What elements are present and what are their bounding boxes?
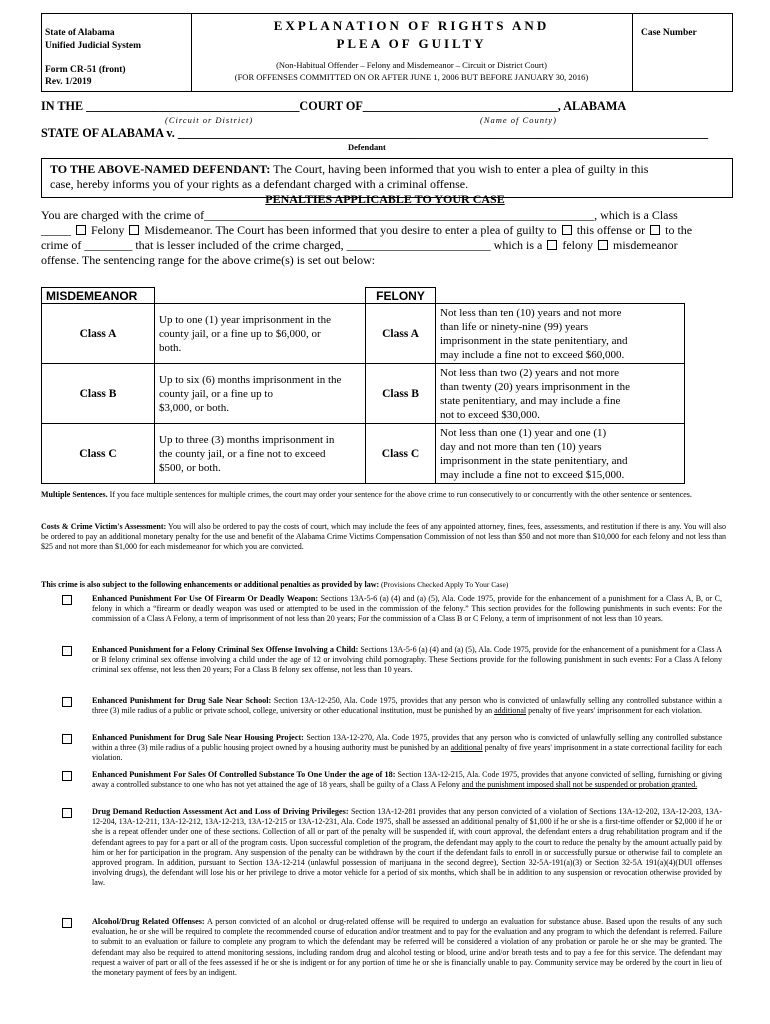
defendant-label: Defendant [348, 142, 386, 152]
enhancement-drug-demand [92, 807, 722, 889]
lesser-misdemeanor-label: misdemeanor [613, 238, 678, 252]
felony-checkbox[interactable] [76, 225, 86, 235]
case-number-cell[interactable] [632, 14, 733, 91]
state-versus-line[interactable]: STATE OF ALABAMA v. _______________________________________________________________________________________ [41, 126, 709, 140]
enhancement-text: A person convicted of an alcohol or drug-related offense will be required to undergo an evaluation for substance abuse. Based upon the results of any such evaluation, he or she will be required to complete the recommended course of education and/or treatment and to pay for the evaluation and any program to which the defendant is referred. Failure to submit to an evaluation or failure to complete any program to which the defendant may be referred will be considered a violation of any probation or parole he or she may be granted. The defendant may also be required to attend monitoring sessions, including random drug and alcohol testing or blood, urine and/or breath tests and to pay a fee for this service. The defendant may request a waiver of part or all of the fees assessed if he or she is indigent or for any portion of time he or she is financially unable to pay. Community service may be ordered by the court in lieu of the monetary payment of fees by an indigent. [92, 917, 722, 978]
enhancement-underlined: additional [494, 706, 527, 716]
multiple-sentences-paragraph [41, 490, 726, 500]
felony-class-c: Class C [366, 424, 436, 484]
notice-lead: TO THE ABOVE-NAMED DEFENDANT: [50, 162, 271, 176]
enhancement-sex-offense [92, 645, 722, 676]
multiple-sentences-text: If you face multiple sentences for multiple crimes, the court may order your sentence for the above crime to run consecutively to or concurrently with the other sentence or sentences. [107, 490, 692, 499]
header-left-cell [42, 14, 192, 91]
enhancement-minor [92, 770, 722, 790]
lesser-crime-blank[interactable]: crime of ________ [41, 238, 136, 252]
costs-text: You will also be ordered to pay the costs of court, which may include the fees of any appointed attorney, fines, fees, assessments, and restitution if there is any. You will also be ordered to pay an additional monetary penalty for the use and benefit of the Alabama Crime Victims Compensation Commission of not less than $50 and not more than $10,000 for each felony and not less than $25 and not more than $1,000 for each misdemeanor for which you are convicted. [41, 522, 726, 552]
lesser-crime-text: that is lesser included of the crime charged, ________________________ which is a [135, 238, 543, 252]
enhancement-title: Enhanced Punishment for Drug Sale Near School: [92, 696, 272, 705]
notice-text-1: The Court, having been informed that you wish to enter a plea of guilty in this [270, 162, 649, 176]
form-title-line1: EXPLANATION OF RIGHTS AND [273, 18, 550, 33]
felony-class-a: Class A [366, 304, 436, 364]
misdemeanor-label: Misdemeanor. The Court has been informed that you desire to enter a plea of guilty to [144, 223, 557, 237]
enhancement-checkbox-alcohol-drug[interactable] [62, 918, 72, 928]
notice-line1 [50, 162, 648, 177]
enhancement-checkbox-drug-demand[interactable] [62, 808, 72, 818]
header-title-cell [192, 14, 631, 91]
county-hint: (Name of County) [480, 115, 557, 125]
court-line[interactable]: IN THE ___________________________________COURT OF________________________________, ALABAMA [41, 99, 627, 113]
enhancement-text: Section 13A-12-270, Ala. Code 1975, provides that any person who is convicted of unlawfully selling any controlled substance within a three (3) mile radius of a public housing project owned by a housing authority must be punished by an [92, 733, 722, 753]
enhancement-checkbox-minor[interactable] [62, 771, 72, 781]
class-line [41, 223, 692, 238]
misdemeanor-checkbox[interactable] [129, 225, 139, 235]
form-header [41, 13, 733, 92]
to-the-label: to the [665, 223, 693, 237]
costs-lead: Costs & Crime Victim's Assessment: [41, 522, 167, 531]
enhancements-intro-note: (Provisions Checked Apply To Your Case) [379, 580, 509, 589]
sentencing-range-line: offense. The sentencing range for the above crime(s) is set out below: [41, 253, 376, 267]
this-offense-checkbox[interactable] [562, 225, 572, 235]
enhancement-text: Sections 13A-5-6 (a) (4) and (a) (5), Ala. Code 1975, provide for the enhancement of a punishment for a Class A, B, or C, felony in which a “firearm or deadly weapon was used or attempted to be used in the commission of the felony.” This section provides for the following punishments in such events: For the commission of a Class A Felony, a term of imprisonment of not less than 20 years; For the commission of a Class B or C Felony, a term of imprisonment of not less than 10 years. [92, 594, 722, 624]
enhancement-title: Enhanced Punishment for Drug Sale Near Housing Project: [92, 733, 304, 742]
enhancement-text: Section 13A-12-215, Ala. Code 1975, provides that anyone convicted of selling, furnishing or giving away a controlled substance to one who has not yet attained the age of 18 years, shall be guilty of a Class A Felony [92, 770, 722, 790]
form-number: Form CR-51 (front) [45, 65, 126, 75]
form-subtitle-line2: (FOR OFFENSES COMMITTED ON OR AFTER JUNE 1, 2006 BUT BEFORE JANUARY 30, 2016) [234, 72, 589, 82]
enhancement-title: Enhanced Punishment For Sales Of Controlled Substance To One Under the age of 18: [92, 770, 396, 779]
enhancement-text: Section 13A-12-281 provides that any person convicted of a violation of Sections 13A-12-202, 13A-12-203, 13A-12-204, 13A-12-211, 13A-12-212, 13A-12-213, 13A-12-215 or 13A-12-231, Ala. Code 1975, shall be assessed an additional penalty of $1,000 if he or she is a first-time offender or $2,000 if he or she is a repeat offender under one of these sections. Collection of all or part of the penalty will be suspended if, with court approval, the defendant enters a drug rehabilitation program and if the defendant agrees to pay for a part or all of the program costs. Upon successful completion of the program, the defendant may apply to the court to reduce the penalty by the amount actually paid by him or her for participation in the program. Any suspension of the penalty can be withdrawn by the court if the defendant fails to enroll in or successfully pursue or otherwise fail to complete an approved program. In addition, pursuant to Section 13A-12-214 (unlawful possession of marijuana in the second degree), Section 32-5A-191(a)(3) or Section 32-5A 191(a)(4)(DUI offenses involving drugs), the defendant will lose his or her privilege to drive a motor vehicle for a period of six months, which shall be in addition to any suspension or revocation otherwise provided by law. [92, 807, 722, 888]
felony-header: FELONY [366, 288, 436, 304]
enhancement-title: Alcohol/Drug Related Offenses: [92, 917, 205, 926]
class-blank[interactable]: _____ [41, 223, 74, 237]
enhancement-school [92, 696, 722, 716]
enhancement-checkbox-school[interactable] [62, 697, 72, 707]
enhancement-checkbox-sex-offense[interactable] [62, 646, 72, 656]
felony-class-b-penalty: Not less than two (2) years and not more than twenty (20) years imprisonment in the state penitentiary, and may include a fine not to exceed $30,000. [436, 364, 685, 424]
misd-class-a-penalty: Up to one (1) year imprisonment in the county jail, or a fine up to $6,000, or both. [155, 304, 366, 364]
table-row [42, 304, 685, 364]
circuit-district-hint: (Circuit or District) [165, 115, 254, 125]
lesser-crime-line [41, 238, 678, 253]
lesser-misdemeanor-checkbox[interactable] [598, 240, 608, 250]
misd-class-c-penalty: Up to three (3) months imprisonment in the county jail, or a fine not to exceed $500, or both. [155, 424, 366, 484]
court-system-name-2: Unified Judicial System [45, 41, 142, 51]
enhancement-alcohol-drug [92, 917, 722, 978]
enhancement-text: Section 13A-12-250, Ala. Code 1975, provides that any person who is convicted of unlawfully selling any controlled substance within a three (3) mile radius of a public or private school, college, university or other educational institution, must be punished by an [92, 696, 722, 716]
enhancement-text-after: penalty of five years' imprisonment in a state correctional facility for each violation. [92, 743, 723, 763]
court-system-name-1: State of Alabama [45, 28, 115, 38]
form-title-line2: PLEA OF GUILTY [336, 36, 487, 51]
felony-class-b: Class B [366, 364, 436, 424]
misd-class-b-penalty: Up to six (6) months imprisonment in the county jail, or a fine up to $3,000, or both. [155, 364, 366, 424]
enhancements-intro-text: This crime is also subject to the following enhancements or additional penalties as provided by law: [41, 580, 380, 589]
enhancement-underlined: and the punishment imposed shall not be suspended or probation granted. [461, 780, 698, 790]
notice-line2: case, hereby informs you of your rights as a defendant charged with a criminal offense. [50, 177, 469, 191]
charged-crime-line[interactable]: You are charged with the crime of_________________________________________________________________, which is a Class [41, 208, 678, 222]
table-row [42, 424, 685, 484]
enhancement-title: Drug Demand Reduction Assessment Act and Loss of Driving Privileges: [92, 807, 349, 816]
felony-class-c-penalty: Not less than one (1) year and one (1) day and not more than ten (10) years imprisonment in the state penitentiary, and may include a fine not to exceed $15,000. [436, 424, 685, 484]
enhancement-firearm [92, 594, 722, 625]
misd-class-c: Class C [42, 424, 155, 484]
enhancement-housing [92, 733, 722, 764]
enhancement-checkbox-firearm[interactable] [62, 595, 72, 605]
this-offense-label: this offense or [576, 223, 646, 237]
enhancement-title: Enhanced Punishment for a Felony Criminal Sex Offense Involving a Child: [92, 645, 359, 654]
case-number-label: Case Number [641, 28, 697, 38]
enhancement-text: Sections 13A-5-6 (a) (4) and (a) (5), Ala. Code 1975, provide for the enhancement of a punishment for a Class A or B felony criminal sex offense involving a child under the age of 12 or involving child pornography. These Sections provide for the following punishment in such events: For a Class A felony criminal sex offense, not less then 20 years; For a Class B felony sex offense, not less than 10 years. [92, 645, 722, 675]
misdemeanor-header: MISDEMEANOR [42, 288, 155, 304]
felony-label: Felony [91, 223, 125, 237]
lesser-felony-checkbox[interactable] [547, 240, 557, 250]
multiple-sentences-lead: Multiple Sentences. [41, 490, 108, 499]
misd-class-b: Class B [42, 364, 155, 424]
costs-paragraph [41, 522, 726, 553]
enhancement-underlined: additional [450, 743, 483, 753]
enhancement-checkbox-housing[interactable] [62, 734, 72, 744]
form-revision: Rev. 1/2019 [45, 77, 92, 87]
form-subtitle-line1: (Non-Habitual Offender – Felony and Misdemeanor – Circuit or District Court) [276, 60, 547, 70]
table-row [42, 364, 685, 424]
enhancements-intro [41, 580, 726, 590]
enhancement-title: Enhanced Punishment For Use Of Firearm Or Deadly Weapon: [92, 594, 319, 603]
to-the-checkbox[interactable] [650, 225, 660, 235]
felony-class-a-penalty: Not less than ten (10) years and not more than life or ninety-nine (99) years imprisonment in the state penitentiary, and may include a fine not to exceed $60,000. [436, 304, 685, 364]
enhancement-text-after: penalty of five years' imprisonment for each violation. [526, 706, 702, 716]
penalties-heading: PENALTIES APPLICABLE TO YOUR CASE [265, 192, 505, 206]
sentencing-table [41, 287, 685, 484]
misd-class-a: Class A [42, 304, 155, 364]
lesser-felony-label: felony [562, 238, 593, 252]
